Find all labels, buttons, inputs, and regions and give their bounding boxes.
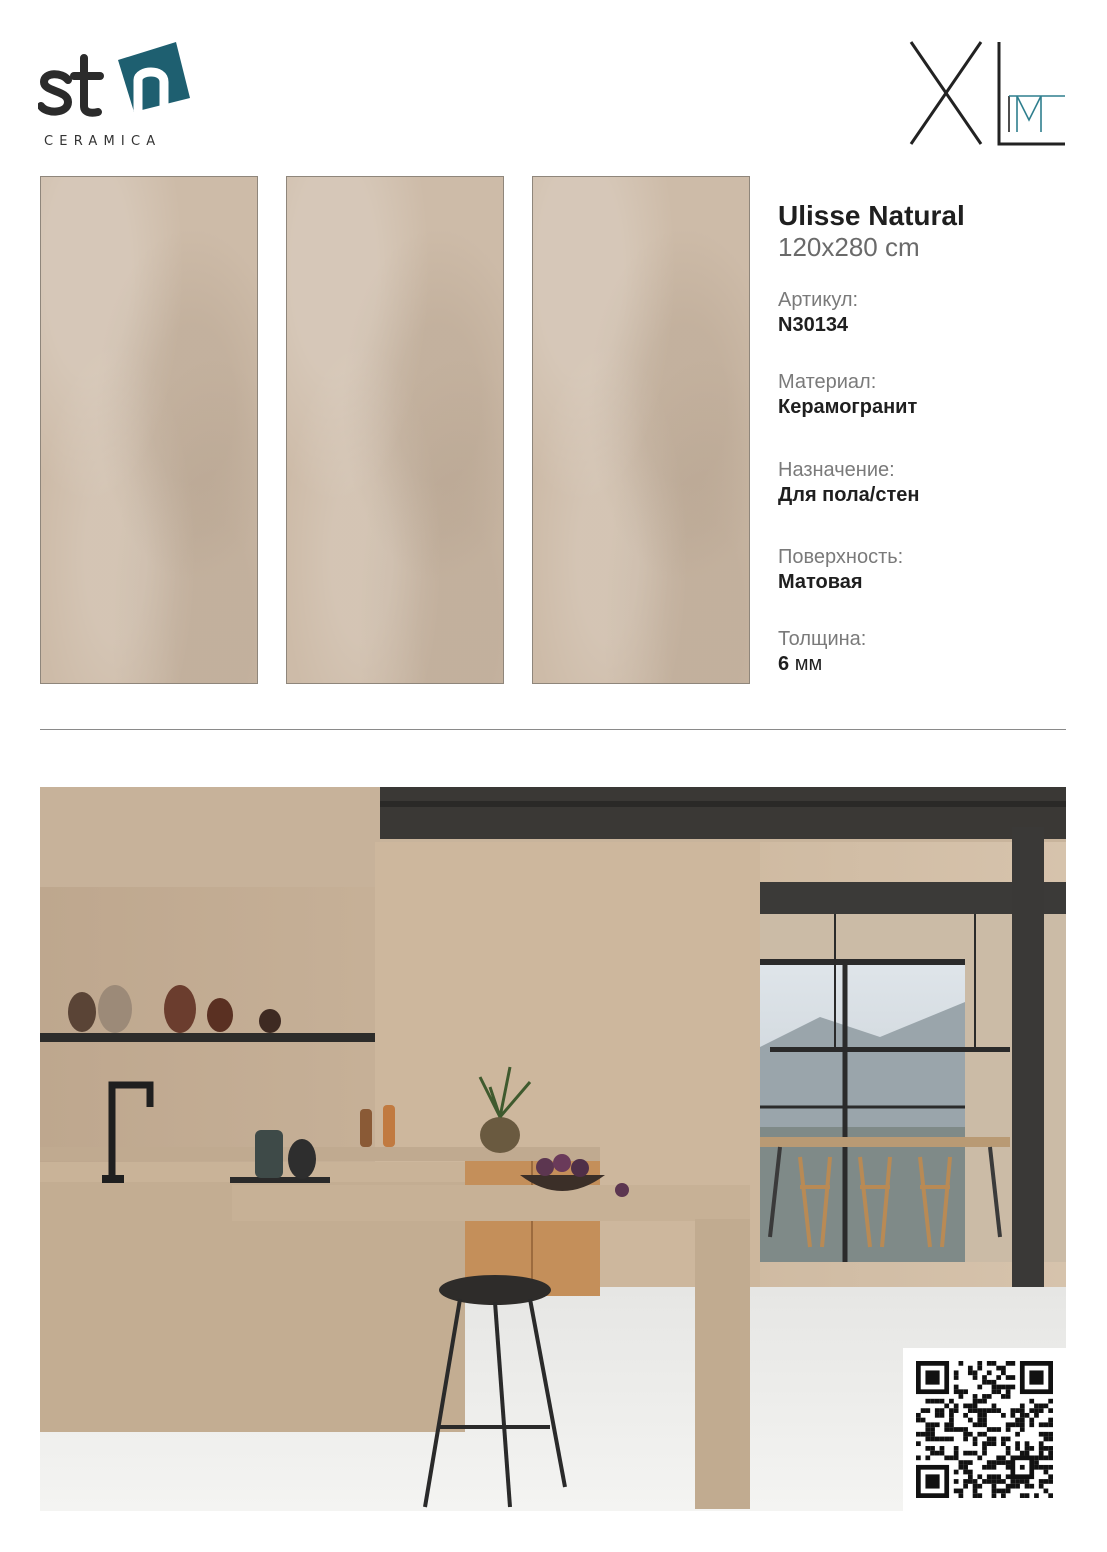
spec-article-label: Артикул: — [778, 289, 859, 311]
tile-sample-2 — [286, 176, 504, 684]
section-divider — [40, 729, 1066, 730]
stn-logo-mark — [38, 40, 198, 130]
kitchen-interior-photo — [40, 787, 1066, 1511]
spec-article-value: N30134 — [778, 314, 849, 336]
spec-thickness-label: Толщина: — [778, 628, 867, 650]
spec-surface-value: Матовая — [778, 571, 863, 593]
tile-sample-3 — [532, 176, 750, 684]
spec-surface-label: Поверхность: — [778, 546, 904, 568]
tile-sample-1 — [40, 176, 258, 684]
thickness-number: 6 — [778, 653, 790, 675]
spec-purpose — [778, 458, 1078, 508]
spec-purpose-value: Для пола/стен — [778, 484, 920, 506]
thickness-unit: мм — [794, 653, 823, 675]
spec-surface — [778, 545, 1078, 595]
product-specs — [778, 200, 1078, 675]
product-name: Ulisse Natural — [778, 200, 965, 231]
xlim-logo — [905, 40, 1070, 150]
spec-purpose-label: Назначение: — [778, 459, 895, 481]
spec-material-label: Материал: — [778, 371, 877, 393]
spec-thickness-value — [778, 651, 1078, 677]
spec-material — [778, 370, 1078, 420]
spec-thickness — [778, 627, 1078, 677]
qr-code[interactable] — [903, 1348, 1066, 1511]
spec-article — [778, 288, 1078, 338]
spec-material-value: Керамогранит — [778, 396, 918, 418]
xlim-logo-mark — [905, 40, 1070, 150]
qr-code-graphic — [916, 1361, 1053, 1498]
product-size: 120x280 cm — [778, 232, 920, 262]
stn-logo-subtitle: CERAMICA — [44, 134, 162, 149]
